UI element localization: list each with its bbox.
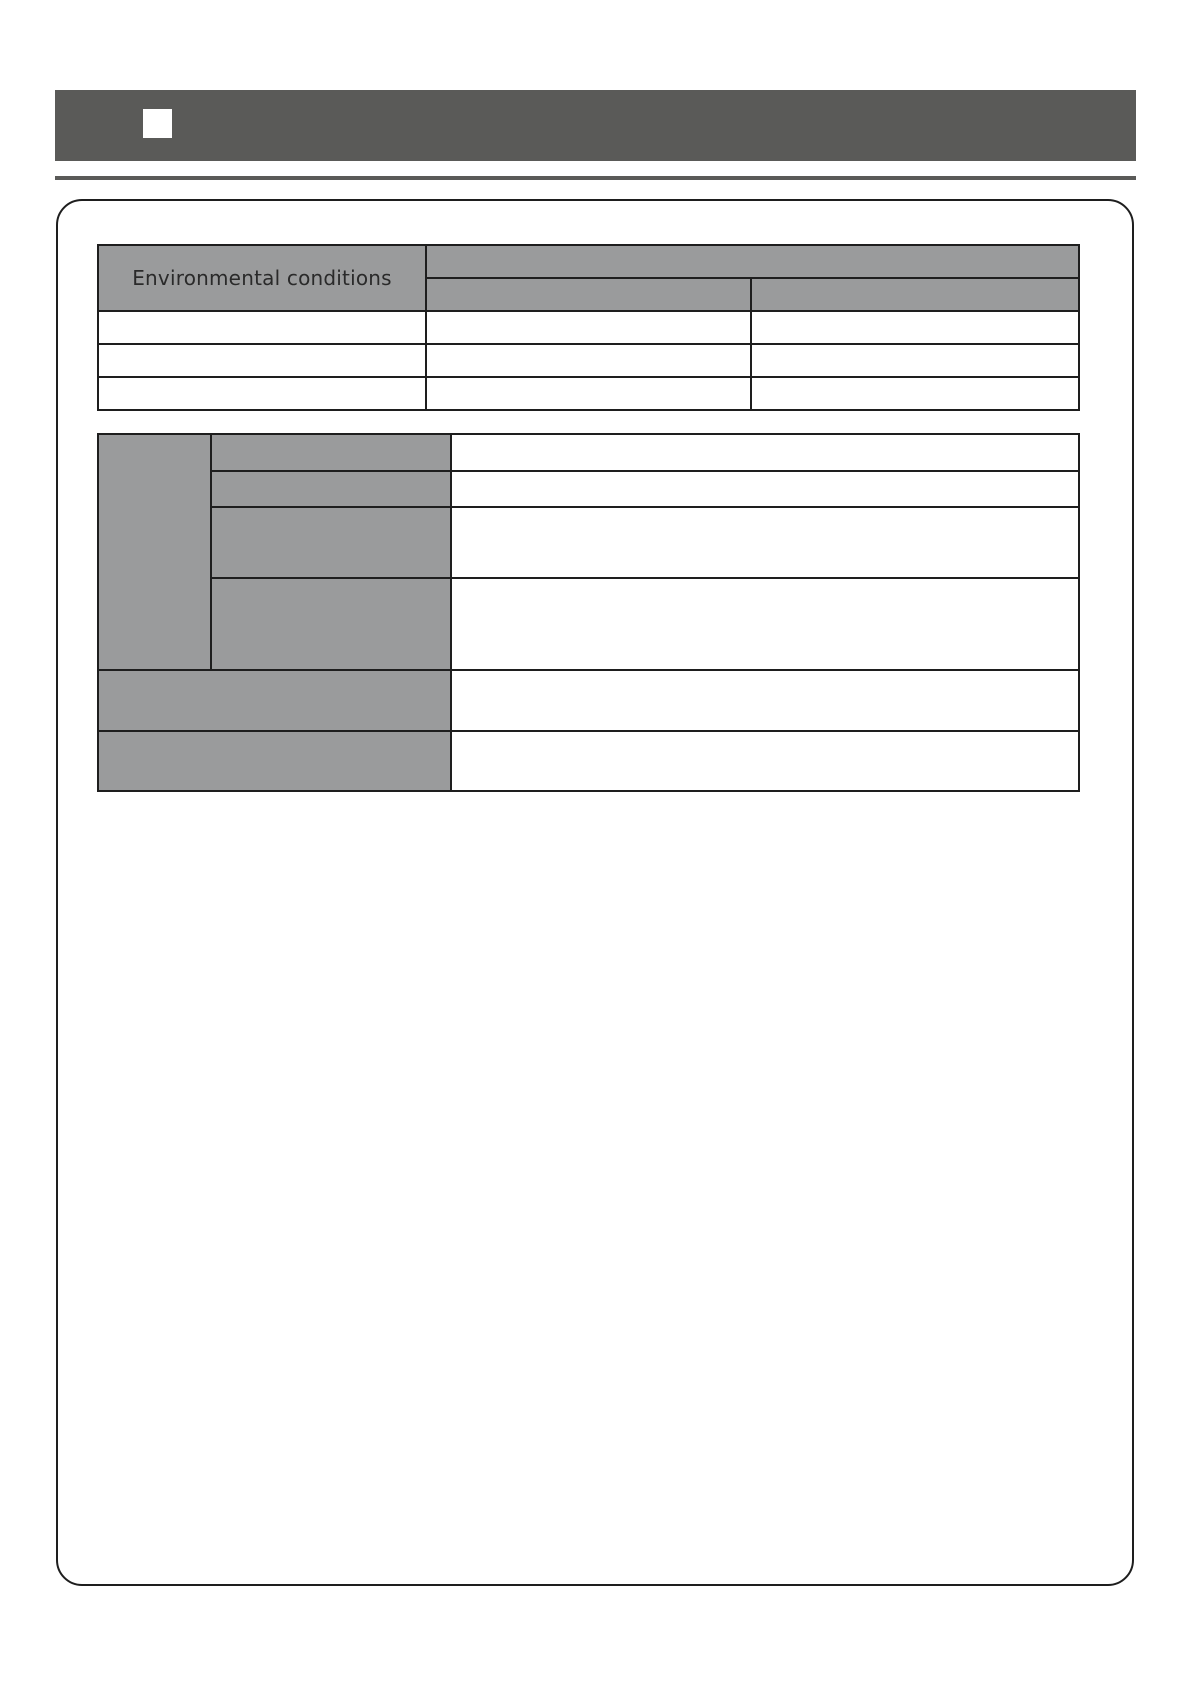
environmental-conditions-table — [97, 244, 1080, 411]
table-row — [98, 578, 1079, 670]
specification-table — [97, 433, 1080, 792]
table-row — [98, 471, 1079, 507]
spec-value-cell — [451, 670, 1079, 731]
table-row — [98, 731, 1079, 791]
spec-label-cell — [98, 731, 451, 791]
spec-label-cell — [211, 578, 451, 670]
section-header-bar — [55, 90, 1136, 161]
spec-label-cell — [98, 670, 451, 731]
value-cell — [426, 377, 751, 410]
header-divider — [55, 176, 1136, 180]
table-subheader-2 — [751, 278, 1079, 311]
table-row — [98, 507, 1079, 578]
section-marker-icon — [143, 109, 172, 138]
table-row — [98, 670, 1079, 731]
spec-group-label — [98, 434, 211, 670]
table-row — [98, 377, 1079, 410]
spec-label-cell — [211, 471, 451, 507]
table-row — [98, 344, 1079, 377]
table-row — [98, 434, 1079, 471]
environmental-conditions-header: Environmental conditions — [98, 245, 426, 311]
table-group-header — [426, 245, 1079, 278]
spec-value-cell — [451, 507, 1079, 578]
spec-value-cell — [451, 578, 1079, 670]
table-row — [98, 311, 1079, 344]
spec-value-cell — [451, 471, 1079, 507]
value-cell — [426, 311, 751, 344]
table-subheader-1 — [426, 278, 751, 311]
value-cell — [751, 344, 1079, 377]
condition-cell — [98, 311, 426, 344]
spec-label-cell — [211, 434, 451, 471]
value-cell — [426, 344, 751, 377]
spec-label-cell — [211, 507, 451, 578]
value-cell — [751, 311, 1079, 344]
spec-value-cell — [451, 731, 1079, 791]
spec-value-cell — [451, 434, 1079, 471]
condition-cell — [98, 344, 426, 377]
condition-cell — [98, 377, 426, 410]
value-cell — [751, 377, 1079, 410]
